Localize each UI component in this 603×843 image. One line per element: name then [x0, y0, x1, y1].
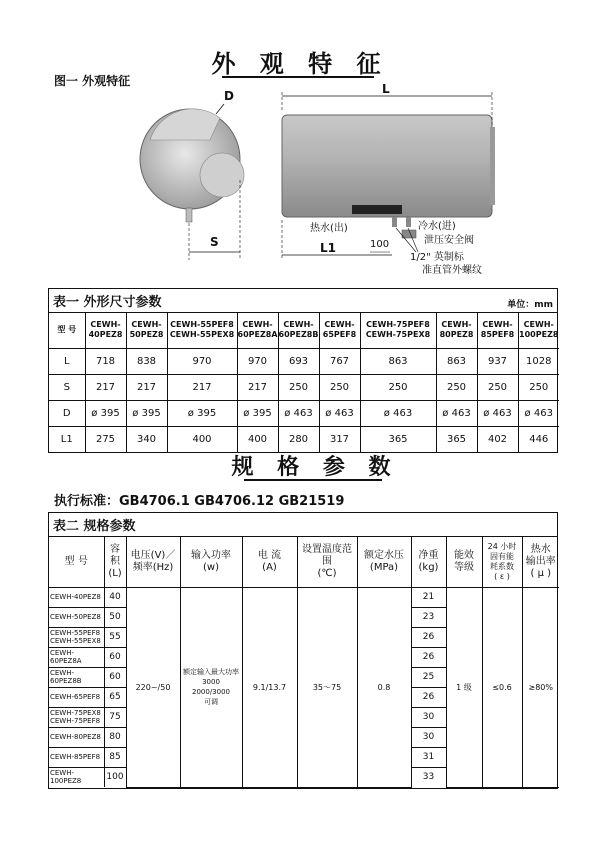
weight-cell: 31 — [411, 747, 446, 767]
cell: 937 — [477, 348, 518, 374]
row-label: S — [49, 374, 85, 400]
cell: 250 — [278, 374, 319, 400]
label-100: 100 — [370, 239, 390, 250]
capacity-cell: 65 — [104, 687, 126, 707]
row-label: D — [49, 400, 85, 426]
label-l1: L1 — [320, 241, 336, 255]
table1-model-header: CEWH- 60PEZ8B — [278, 313, 319, 348]
row-label: L — [49, 348, 85, 374]
label-s: S — [210, 235, 219, 249]
cell: 400 — [167, 426, 237, 452]
cell: ø 395 — [237, 400, 278, 426]
table1-row — [49, 374, 559, 400]
cell: ø 463 — [518, 400, 559, 426]
cell: 446 — [518, 426, 559, 452]
capacity-cell: 60 — [104, 667, 126, 687]
cell: 340 — [126, 426, 167, 452]
cell: 402 — [477, 426, 518, 452]
weight-cell: 23 — [411, 607, 446, 627]
model-cell: CEWH-65PEF8 — [49, 687, 104, 707]
header-consumption: 24 小时 固有能 耗系数 ( ε ) — [482, 537, 522, 587]
model-cell: CEWH-100PEZ8 — [49, 767, 104, 787]
header-model: 型 号 — [49, 537, 104, 587]
header-pressure: 额定水压 (MPa) — [357, 537, 411, 587]
cell: ø 395 — [85, 400, 126, 426]
table1-model-header: CEWH-55PEF8 CEWH-55PEX8 — [167, 313, 237, 348]
table1-unit: 单位：mm — [507, 300, 553, 310]
table1-model-header: CEWH- 65PEF8 — [319, 313, 360, 348]
pressure-cell: 0.8 — [357, 587, 411, 787]
power-cell: 额定输入最大功率 3000 2000/3000 可调 — [180, 587, 242, 787]
cell: 693 — [278, 348, 319, 374]
header-energy: 能效 等级 — [446, 537, 482, 587]
header-voltage: 电压(V)／ 频率(Hz) — [126, 537, 180, 587]
model-cell: CEWH-85PEF8 — [49, 747, 104, 767]
cell: 250 — [518, 374, 559, 400]
standard-line: 执行标准：GB4706.1 GB4706.12 GB21519 — [54, 494, 345, 509]
cell: ø 463 — [436, 400, 477, 426]
label-safety-valve: 泄压安全阀 — [424, 235, 474, 246]
cell: ø 463 — [319, 400, 360, 426]
weight-cell: 26 — [411, 627, 446, 647]
model-cell: CEWH-60PEZ8B — [49, 667, 104, 687]
cell: 970 — [237, 348, 278, 374]
cell: 970 — [167, 348, 237, 374]
page-title: 外 观 特 征 — [211, 50, 389, 78]
capacity-cell: 50 — [104, 607, 126, 627]
cell: 250 — [319, 374, 360, 400]
spec-title: 规 格 参 数 — [231, 455, 399, 480]
label-d: D — [224, 89, 234, 103]
cell: ø 395 — [126, 400, 167, 426]
model-cell: CEWH-50PEZ8 — [49, 607, 104, 627]
cell: 217 — [85, 374, 126, 400]
weight-cell: 26 — [411, 687, 446, 707]
weight-cell: 30 — [411, 727, 446, 747]
header-power: 输入功率 (w) — [180, 537, 242, 587]
cell: 838 — [126, 348, 167, 374]
cell: 217 — [126, 374, 167, 400]
cell: 863 — [436, 348, 477, 374]
model-cell: CEWH-60PEZ8A — [49, 647, 104, 667]
cell: 1028 — [518, 348, 559, 374]
table1-row — [49, 426, 559, 452]
weight-cell: 21 — [411, 587, 446, 607]
model-cell: CEWH-75PEX8 CEWH-75PEF8 — [49, 707, 104, 727]
cell: ø 395 — [167, 400, 237, 426]
output-cell: ≥80% — [522, 587, 559, 787]
header-temp: 设置温度范围 (℃) — [297, 537, 357, 587]
cell: 280 — [278, 426, 319, 452]
capacity-cell: 75 — [104, 707, 126, 727]
model-cell: CEWH-80PEZ8 — [49, 727, 104, 747]
weight-cell: 26 — [411, 647, 446, 667]
temp-cell: 35～75 — [297, 587, 357, 787]
table1-model-header: CEWH- 85PEF8 — [477, 313, 518, 348]
header-current: 电 流 (A) — [242, 537, 297, 587]
label-thread-2: 准直管外螺纹 — [422, 265, 482, 276]
cell: 400 — [237, 426, 278, 452]
table1-row — [49, 348, 559, 374]
table1-model-header: CEWH-75PEF8 CEWH-75PEX8 — [360, 313, 436, 348]
capacity-cell: 85 — [104, 747, 126, 767]
weight-cell: 25 — [411, 667, 446, 687]
model-cell: CEWH-55PEF8 CEWH-55PEX8 — [49, 627, 104, 647]
table2-row — [49, 587, 559, 607]
table1-model-header: CEWH- 80PEZ8 — [436, 313, 477, 348]
label-l: L — [382, 82, 390, 96]
header-output: 热水 输出率 ( μ ) — [522, 537, 559, 587]
label-cold-water: 冷水(进) — [418, 221, 456, 232]
cell: 767 — [319, 348, 360, 374]
spec-table — [48, 512, 558, 789]
heater-side-view — [282, 115, 495, 238]
header-capacity: 容积 (L) — [104, 537, 126, 587]
row-label: L1 — [49, 426, 85, 452]
heater-figure — [120, 80, 520, 280]
voltage-cell: 220~/50 — [126, 587, 180, 787]
consumption-cell: ≤0.6 — [482, 587, 522, 787]
table2-title: 表二 规格参数 — [53, 519, 136, 534]
label-hot-water: 热水(出) — [310, 223, 348, 234]
label-thread-1: 1/2" 英制标 — [410, 252, 464, 263]
cell: 365 — [436, 426, 477, 452]
title-underline — [222, 76, 374, 78]
cell: 217 — [237, 374, 278, 400]
cell: 250 — [477, 374, 518, 400]
capacity-cell: 40 — [104, 587, 126, 607]
table1-title: 表一 外形尺寸参数 — [53, 295, 162, 310]
table2-title-bar — [49, 513, 557, 537]
spec-title-underline — [244, 479, 382, 481]
table1-model-header: CEWH- 40PEZ8 — [85, 313, 126, 348]
cell: 317 — [319, 426, 360, 452]
cell: 250 — [436, 374, 477, 400]
cell: 250 — [360, 374, 436, 400]
cell: ø 463 — [278, 400, 319, 426]
cell: 718 — [85, 348, 126, 374]
capacity-cell: 55 — [104, 627, 126, 647]
cell: 217 — [167, 374, 237, 400]
energy-cell: 1 级 — [446, 587, 482, 787]
figure-caption: 图一 外观特征 — [54, 74, 131, 88]
cell: 275 — [85, 426, 126, 452]
capacity-cell: 80 — [104, 727, 126, 747]
capacity-cell: 100 — [104, 767, 126, 787]
cell: ø 463 — [360, 400, 436, 426]
table1-model-header: CEWH- 100PEZ8 — [518, 313, 559, 348]
current-cell: 9.1/13.7 — [242, 587, 297, 787]
table1-title-bar — [49, 289, 557, 313]
table1-row — [49, 400, 559, 426]
dimension-table — [48, 288, 558, 453]
cell: 863 — [360, 348, 436, 374]
heater-end-view — [140, 109, 244, 222]
table1-header-model: 型 号 — [49, 313, 85, 348]
cell: 365 — [360, 426, 436, 452]
header-weight: 净重 (kg) — [411, 537, 446, 587]
weight-cell: 33 — [411, 767, 446, 787]
table1-model-header: CEWH- 50PEZ8 — [126, 313, 167, 348]
capacity-cell: 60 — [104, 647, 126, 667]
cell: ø 463 — [477, 400, 518, 426]
table1-model-header: CEWH- 60PEZ8A — [237, 313, 278, 348]
model-cell: CEWH-40PEZ8 — [49, 587, 104, 607]
weight-cell: 30 — [411, 707, 446, 727]
